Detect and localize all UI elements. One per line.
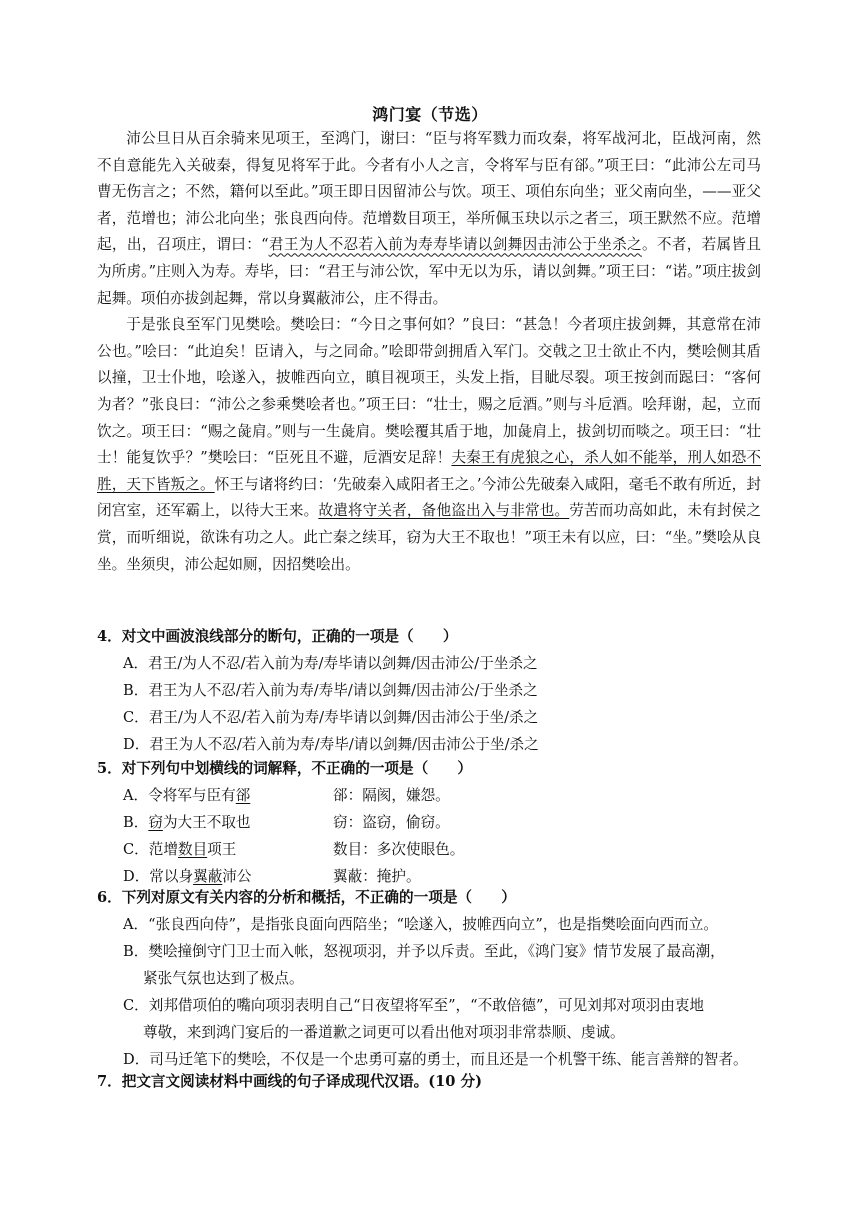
question-7: [97, 1070, 777, 1094]
sentence-text: 令将军与臣有: [148, 787, 236, 804]
option-explanation: 窃：盗窃，偷窃。: [333, 814, 450, 831]
question-6-option-a: A．“张良西向侍”，是指张良面向西陪坐；“哙遂入，披帷西向立”，也是指樊哙面向西而立。: [123, 916, 718, 933]
underlined-sentence-1: 夫秦王有虎狼之心，杀人如不能举，刑人如恐不胜，天下皆叛之。: [97, 449, 761, 493]
question-5-option-a: [97, 784, 777, 808]
sentence-text: 范增: [148, 841, 178, 858]
question-5: [97, 757, 777, 889]
question-6: [97, 886, 777, 1072]
option-explanation: 数目：多次使眼色。: [333, 841, 465, 858]
underlined-word: 翼蔽: [193, 868, 223, 885]
option-line: 尊敬，来到鸿门宴后的一番道歉之词更可以看出他对项羽非常恭顺、虔诚。: [143, 1024, 625, 1041]
question-4: [97, 625, 777, 757]
passage-text: [97, 126, 761, 578]
underlined-sentence-2: 故遣将守关者，备他盗出入与非常也。: [318, 502, 570, 520]
passage-text-span: 。不者，若属皆且为所虏。”庄则入为寿。寿毕，曰：“君王与沛公饮，军中无以为乐，请以剑舞。”项王曰：“诺。”项庄拔剑起舞。项伯亦拔剑起舞，常以身翼蔽沛公，庄不得击。: [97, 236, 761, 307]
sentence-text: 常以身: [149, 868, 194, 885]
question-6-option-c: [97, 994, 777, 1045]
option-letter: B．: [123, 814, 149, 831]
question-4-head: 4．对文中画波浪线部分的断句，正确的一项是（ ）: [97, 628, 458, 645]
passage-text-span: 劳苦而功高如此，未有封侯之赏，而听细说，欲诛有功之人。此亡秦之续耳，窃为大王不取也！”项王未有以应，曰：“坐。”樊哙从良坐。坐须臾，沛公起如厕，因招樊哙出。: [97, 502, 761, 573]
wavy-underlined-sentence: 君王为人不忍若入前为寿寿毕请以剑舞因击沛公于坐杀之: [268, 236, 642, 254]
underlined-word: 数目: [177, 841, 208, 858]
option-explanation: 翼蔽：掩护。: [333, 868, 421, 885]
question-5-option-c: [97, 838, 777, 862]
option-letter: D．: [123, 868, 150, 885]
underlined-word: 窃: [148, 814, 163, 831]
option-line: C．刘邦借项伯的嘴向项羽表明自己“日夜望将军至”，“不敢倍德”，可见刘邦对项羽由衷地: [123, 997, 704, 1014]
sentence-text: 沛公: [222, 868, 252, 885]
option-sentence: [123, 811, 333, 835]
passage-text-span: 沛公旦日从百余骑来见项王，至鸿门，谢曰：“臣与将军戮力而攻秦，将军战河北，臣战河南，然不自意能先入关破秦，得复见将军于此。今者有小人之言，令将军与臣有郤。”项王曰：“此沛公左司马曹无伤言之；不然，籍何以至此。”项王即日因留沛公与饮。项王、项伯东向坐；亚父南向坐，——亚父者，范增也；沛公北向坐；张良西向侍。范增数目项王，举所佩玉玦以示之者三，项王默然不应。范增起，出，召项庄，谓曰：“: [97, 130, 761, 254]
option-line: B．樊哙撞倒守门卫士而入帐，怒视项羽，并予以斥责。至此，《鸿门宴》情节发展了最高潮，: [123, 943, 725, 960]
question-4-option-d: D．君王为人不忍/若入前为寿/寿毕/请以剑舞/因击沛公于坐/杀之: [123, 736, 539, 753]
passage-title: 鸿门宴（节选）: [372, 105, 488, 124]
question-4-option-c: C．君王/为人不忍/若入前为寿/寿毕请以剑舞/因击沛公于坐/杀之: [123, 709, 539, 726]
question-4-option-b: B．君王为人不忍/若入前为寿/寿毕/请以剑舞/因击沛公/于坐杀之: [123, 682, 538, 699]
underlined-word: 郤: [235, 787, 251, 804]
passage-text-span: 怀王与诸将约曰：‘先破秦入咸阳者王之。’今沛公先破秦入咸阳，毫毛不敢有所近，封闭宫室，还军霸上，以待大王来。: [97, 475, 761, 520]
option-sentence: [123, 784, 333, 808]
passage-text-span: 于是张良至军门见樊哙。樊哙曰：“今日之事何如？”良曰：“甚急！今者项庄拔剑舞，其意常在沛公也。”哙曰：“此迫矣！臣请入，与之同命。”哙即带剑拥盾入军门。交戟之卫士欲止不内，樊哙侧其盾以撞，卫士仆地，哙遂入，披帷西向立，瞋目视项王，头发上指，目眦尽裂。项王按剑而跽曰：“客何为者？”张良曰：“沛公之参乘樊哙者也。”项王曰：“壮士，赐之卮酒。”则与斗卮酒。哙拜谢，起，立而饮之。项王曰：“赐之彘肩。”则与一生彘肩。樊哙覆其盾于地，加彘肩上，拔剑切而啖之。项王曰：“壮士！能复饮乎？”樊哙曰：“臣死且不避，卮酒安足辞！: [97, 316, 761, 467]
question-6-option-d: D．司马迁笔下的樊哙，不仅是一个忠勇可嘉的勇士，而且还是一个机警干练、能言善辩的智者。: [123, 1051, 748, 1068]
question-4-option-a: A．君王/为人不忍/若入前为寿/寿毕请以剑舞/因击沛公/于坐杀之: [123, 655, 538, 672]
question-6-head: 6．下列对原文有关内容的分析和概括，不正确的一项是（ ）: [97, 889, 516, 906]
passage-paragraph-1: [97, 126, 761, 312]
question-5-head: 5．对下列句中划横线的词解释，不正确的一项是（ ）: [97, 760, 473, 777]
option-explanation: 郤：隔阂，嫌怨。: [333, 787, 450, 804]
option-letter: A．: [123, 787, 149, 804]
passage-paragraph-2: [97, 312, 761, 578]
option-letter: C．: [123, 841, 149, 858]
question-7-head: 7．把文言文阅读材料中画线的句子译成现代汉语。(10 分): [97, 1073, 483, 1090]
question-6-option-b: [97, 940, 777, 991]
question-5-option-b: [97, 811, 777, 835]
option-sentence: [123, 838, 333, 862]
sentence-text: 为大王不取也: [162, 814, 251, 831]
option-line: 紧张气氛也达到了极点。: [143, 970, 304, 987]
sentence-text: 项王: [207, 841, 237, 858]
